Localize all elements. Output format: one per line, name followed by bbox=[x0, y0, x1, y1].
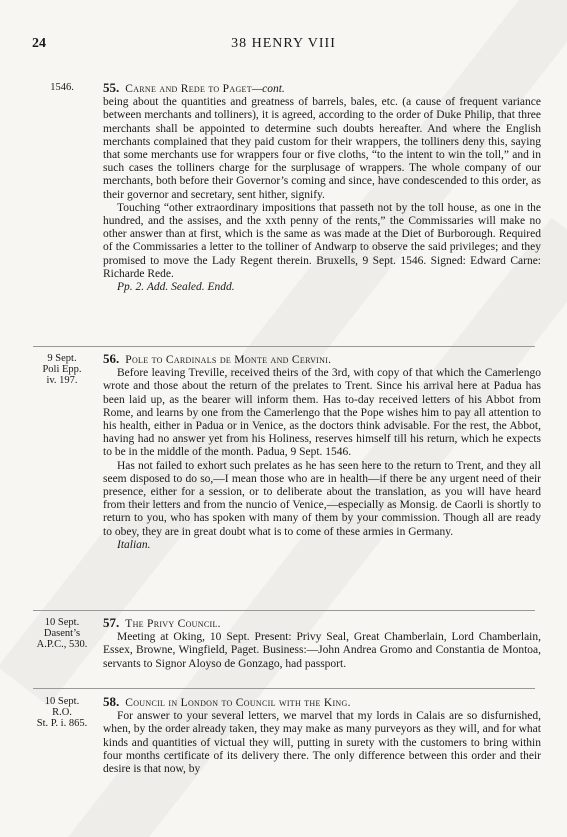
section-divider bbox=[33, 688, 535, 689]
section-divider bbox=[33, 610, 535, 611]
entry-number: 57. bbox=[103, 615, 120, 630]
entry-heading bbox=[103, 695, 541, 710]
page-header bbox=[0, 36, 567, 56]
entry-paragraph: For answer to your several letters, we marvel that my lords in Calais are so disfurnished, when, by the order already taken, they may make as many purveyors as they will, and for what kinds and quantities of victual they will, putting in surety with the customers to bring within four months certificate of its delivery there. The only difference between this order and their desire is that now, by bbox=[103, 710, 541, 776]
entry-paragraph: Touching “other extraordinary impositions that passeth not by the toll house, as one in the hundred, and the assises, and the xxth penny of the rents,” the Commissaries will make no other answer than at first, which is the same as was made at the Diet of Burborough. Required of the Commissaries a letter to the tolliner of Andwarp to observe the said privileges; and they promised to move the Lady Regent therein. Bruxells, 9 Sept. 1546. Signed: Edward Carne: Richarde Rede. bbox=[103, 201, 541, 280]
entry-number: 56. bbox=[103, 351, 120, 366]
entry-title-suffix: —cont. bbox=[251, 83, 285, 95]
margin-source: R.O. bbox=[52, 707, 72, 718]
entry-number: 55. bbox=[103, 80, 120, 95]
entry-title: Pole to Cardinals de Monte and Cervini. bbox=[125, 354, 332, 366]
entry-heading bbox=[103, 616, 541, 631]
entry-footnote: Italian. bbox=[117, 538, 151, 551]
running-title: 38 HENRY VIII bbox=[231, 36, 336, 51]
entry-55-margin-note bbox=[22, 82, 102, 93]
entry-number: 58. bbox=[103, 694, 120, 709]
entry-58-margin-note bbox=[22, 696, 102, 729]
margin-date: 10 Sept. bbox=[44, 617, 80, 628]
margin-source-ref: A.P.C., 530. bbox=[36, 639, 88, 650]
entry-paragraph: Meeting at Oking, 10 Sept. Present: Privy Seal, Great Chamberlain, Lord Chamberlain, Essex, Browne, Wingfield, Paget. Business:—John Andrea Gromo and Constantia de Montoa, servants to Signor Aloyso de Gonzago, had passport. bbox=[103, 631, 541, 670]
entry-paragraph: being about the quantities and greatness of barrels, bales, etc. (a cause of frequent variance between merchants and tolliners), it is agreed, according to the order of Duke Philip, that three merchants shall be appointed to determine such doubts hereafter. And where the English merchants complained that they paid custom for their wrappers, the tolliners deny this, saying that some merchants use for wrappers four or five cloths, “to the intent to win the toll,” and in such cases the tolliners charge for the surplusage of wrappers. The whole company of our merchants, both before their Governor’s coming and since, have condescended to this order, as their governor and secretary, sent hither, signify. bbox=[103, 96, 541, 201]
entry-55 bbox=[103, 81, 541, 294]
entry-paragraph: Before leaving Treville, received theirs of the 3rd, with copy of that which the Camerlengo wrote and those about the return of the prelates to Trent. Since his arrival here at Padua has been laid up, as the bearer will inform them. Has to-day received letters of his Abbot from Rome, and learns by one from the Camerlengo that the Pope wishes him to pay all attention to his health, either in Padua or in Venice, as the doctors think advisable. For the rest, the Abbot, having had no answer yet from his Holiness, reserves himself till his return, which he expects to be in the middle of the month. Padua, 9 Sept. 1546. bbox=[103, 367, 541, 459]
margin-source-ref: St. P. i. 865. bbox=[36, 718, 88, 729]
entry-heading bbox=[103, 81, 541, 96]
margin-date: 1546. bbox=[50, 82, 74, 93]
section-divider bbox=[33, 346, 535, 347]
margin-date: 10 Sept. bbox=[44, 696, 80, 707]
entry-58 bbox=[103, 695, 541, 776]
margin-source-ref: iv. 197. bbox=[46, 375, 78, 386]
entry-title: Carne and Rede to Paget bbox=[125, 83, 252, 95]
entry-footnote: Pp. 2. Add. Sealed. Endd. bbox=[117, 281, 235, 294]
entry-heading bbox=[103, 352, 541, 367]
entry-56-margin-note bbox=[22, 353, 102, 386]
entry-title: The Privy Council. bbox=[125, 618, 221, 630]
entry-title: Council in London to Council with the King. bbox=[125, 697, 351, 709]
margin-source: Poli Epp. bbox=[42, 364, 82, 375]
entry-56 bbox=[103, 352, 541, 552]
entry-57 bbox=[103, 616, 541, 671]
margin-date: 9 Sept. bbox=[47, 353, 77, 364]
entry-paragraph: Has not failed to exhort such prelates as he has seen here to the return to Trent, and they all seem disposed to do so,—I mean those who are in health—if there be any urgent need of their presence, either for a session, or to deliberate about the translation, as you will have heard from their letters and from the nuncio of Venice,—especially as Monsig. de Caorli is shortly to return to you, who has spoken with many of them by your commission. Though all are ready to obey, they are in great doubt what is to come of these armies in Germany. bbox=[103, 459, 541, 538]
margin-source: Dasent’s bbox=[43, 628, 81, 639]
entry-57-margin-note bbox=[22, 617, 102, 650]
page-number: 24 bbox=[32, 36, 46, 51]
